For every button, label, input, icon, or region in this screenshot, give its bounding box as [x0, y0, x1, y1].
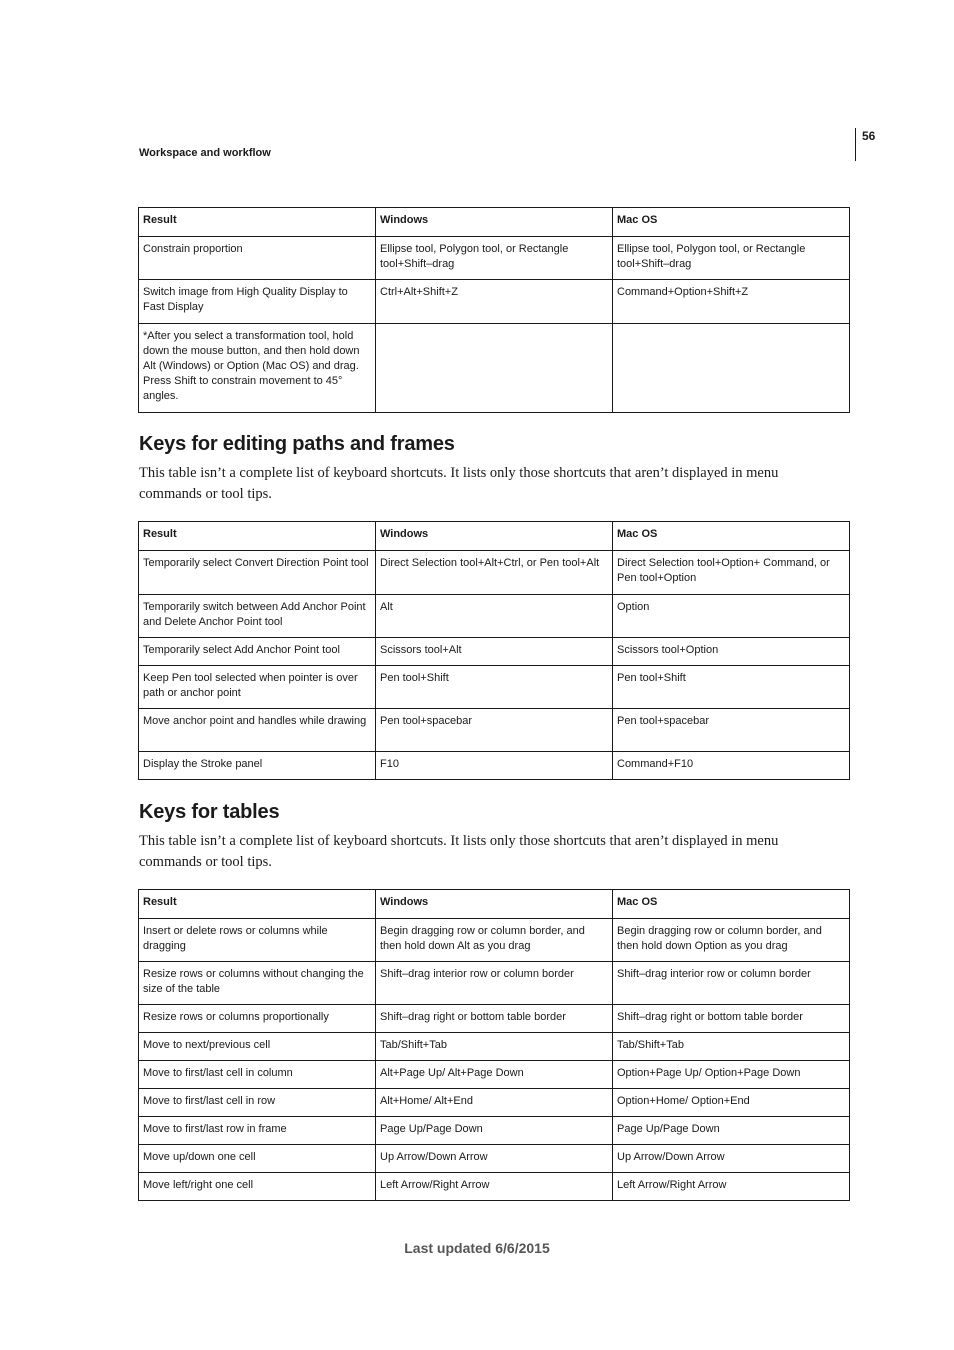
table-cell: Left Arrow/Right Arrow: [376, 1173, 613, 1201]
table-cell: Command+F10: [613, 752, 850, 780]
table-row: [139, 1061, 850, 1089]
table-row: [139, 1173, 850, 1201]
table-cell: Resize rows or columns without changing the size of the table: [139, 962, 376, 1005]
table-row: [139, 595, 850, 638]
header-rule: [855, 128, 856, 161]
table-header-row: [139, 208, 850, 237]
table-cell: Switch image from High Quality Display to Fast Display: [139, 280, 376, 324]
table-cell: Move to first/last cell in column: [139, 1061, 376, 1089]
shortcut-table-tables: [138, 889, 850, 1201]
table-header-row: [139, 522, 850, 551]
table-cell: Ctrl+Alt+Shift+Z: [376, 280, 613, 324]
table-cell: Pen tool+Shift: [613, 666, 850, 709]
page-number: 56: [862, 129, 876, 143]
table-cell: Constrain proportion: [139, 237, 376, 280]
table-cell: Display the Stroke panel: [139, 752, 376, 780]
table-cell: Shift–drag right or bottom table border: [613, 1005, 850, 1033]
column-header: Result: [139, 522, 376, 551]
table-cell: Temporarily select Add Anchor Point tool: [139, 638, 376, 666]
table-row: [139, 1117, 850, 1145]
table-row: [139, 962, 850, 1005]
table-header-row: [139, 890, 850, 919]
table-row: [139, 752, 850, 780]
table-cell: Alt+Page Up/ Alt+Page Down: [376, 1061, 613, 1089]
table-row: [139, 666, 850, 709]
table-cell: Move left/right one cell: [139, 1173, 376, 1201]
table-row: [139, 709, 850, 752]
table-cell: Page Up/Page Down: [613, 1117, 850, 1145]
table-cell: [613, 324, 850, 413]
table-cell: Left Arrow/Right Arrow: [613, 1173, 850, 1201]
footer-last-updated: Last updated 6/6/2015: [404, 1240, 550, 1256]
table-cell: Move to first/last cell in row: [139, 1089, 376, 1117]
table-cell: Begin dragging row or column border, and then hold down Option as you drag: [613, 919, 850, 962]
table-cell: Pen tool+spacebar: [376, 709, 613, 752]
table-cell: Option: [613, 595, 850, 638]
table-cell: Option+Home/ Option+End: [613, 1089, 850, 1117]
table-cell: Scissors tool+Alt: [376, 638, 613, 666]
column-header: Mac OS: [613, 890, 850, 919]
table-cell: Begin dragging row or column border, and then hold down Alt as you drag: [376, 919, 613, 962]
table-row: [139, 1145, 850, 1173]
table-cell: Ellipse tool, Polygon tool, or Rectangle tool+Shift–drag: [613, 237, 850, 280]
table-row: [139, 324, 850, 413]
table-cell: Tab/Shift+Tab: [613, 1033, 850, 1061]
table-cell: Insert or delete rows or columns while dragging: [139, 919, 376, 962]
table-cell: Shift–drag interior row or column border: [376, 962, 613, 1005]
table-row: [139, 1005, 850, 1033]
table-row: [139, 638, 850, 666]
column-header: Windows: [376, 522, 613, 551]
table-cell: Page Up/Page Down: [376, 1117, 613, 1145]
table-cell: Resize rows or columns proportionally: [139, 1005, 376, 1033]
column-header: Windows: [376, 890, 613, 919]
table-cell: Ellipse tool, Polygon tool, or Rectangle tool+Shift–drag: [376, 237, 613, 280]
column-header: Result: [139, 890, 376, 919]
table-cell: Move to next/previous cell: [139, 1033, 376, 1061]
table-cell: Move anchor point and handles while drawing: [139, 709, 376, 752]
shortcut-table-transform: [138, 207, 850, 413]
table-cell: Move up/down one cell: [139, 1145, 376, 1173]
table-cell: Direct Selection tool+Option+ Command, or Pen tool+Option: [613, 551, 850, 595]
table-cell: *After you select a transformation tool, hold down the mouse button, and then hold down Alt (Windows) or Option (Mac OS) and drag. Press Shift to constrain movement to 45° angles.: [139, 324, 376, 413]
table-cell: Shift–drag interior row or column border: [613, 962, 850, 1005]
table-cell: Direct Selection tool+Alt+Ctrl, or Pen tool+Alt: [376, 551, 613, 595]
table-cell: Up Arrow/Down Arrow: [613, 1145, 850, 1173]
table-cell: Pen tool+spacebar: [613, 709, 850, 752]
table-row: [139, 237, 850, 280]
table-cell: Alt+Home/ Alt+End: [376, 1089, 613, 1117]
table-cell: Tab/Shift+Tab: [376, 1033, 613, 1061]
table-cell: Command+Option+Shift+Z: [613, 280, 850, 324]
table-row: [139, 1033, 850, 1061]
table-cell: Temporarily switch between Add Anchor Point and Delete Anchor Point tool: [139, 595, 376, 638]
table-row: [139, 919, 850, 962]
table-cell: Pen tool+Shift: [376, 666, 613, 709]
section-heading-paths: Keys for editing paths and frames: [139, 433, 455, 455]
table-cell: Scissors tool+Option: [613, 638, 850, 666]
table-cell: Keep Pen tool selected when pointer is over path or anchor point: [139, 666, 376, 709]
column-header: Windows: [376, 208, 613, 237]
section-intro-tables: This table isn’t a complete list of keyboard shortcuts. It lists only those shortcuts that aren’t displayed in menu commands or tool tips.: [139, 833, 779, 870]
section-intro-paths: This table isn’t a complete list of keyboard shortcuts. It lists only those shortcuts that aren’t displayed in menu commands or tool tips.: [139, 465, 779, 502]
shortcut-table-paths: [138, 521, 850, 780]
table-cell: Move to first/last row in frame: [139, 1117, 376, 1145]
table-row: [139, 1089, 850, 1117]
column-header: Mac OS: [613, 208, 850, 237]
table-cell: Up Arrow/Down Arrow: [376, 1145, 613, 1173]
table-cell: [376, 324, 613, 413]
section-heading-tables: Keys for tables: [139, 801, 280, 823]
table-row: [139, 551, 850, 595]
table-cell: F10: [376, 752, 613, 780]
table-cell: Shift–drag right or bottom table border: [376, 1005, 613, 1033]
table-cell: Alt: [376, 595, 613, 638]
table-cell: Option+Page Up/ Option+Page Down: [613, 1061, 850, 1089]
running-head: Workspace and workflow: [139, 147, 271, 159]
table-cell: Temporarily select Convert Direction Point tool: [139, 551, 376, 595]
column-header: Mac OS: [613, 522, 850, 551]
table-row: [139, 280, 850, 324]
column-header: Result: [139, 208, 376, 237]
